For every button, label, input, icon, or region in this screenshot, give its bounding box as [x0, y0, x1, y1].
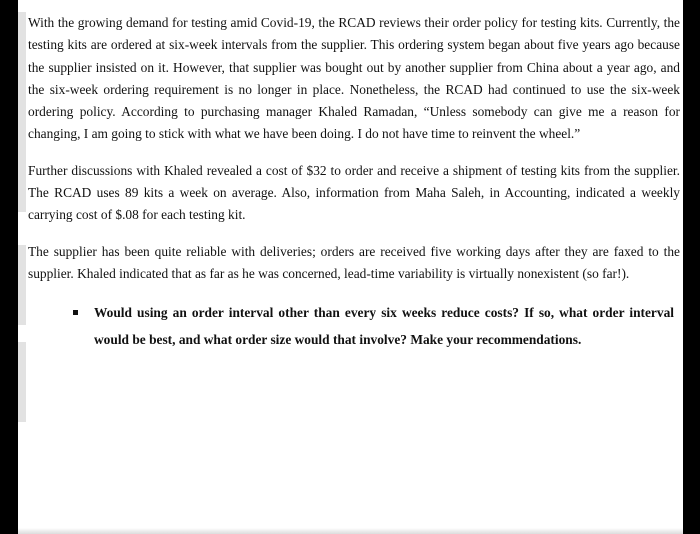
- list-item: [28, 299, 680, 353]
- paragraph-order-policy: With the growing demand for testing amid Covid-19, the RCAD reviews their order policy for testing kits. Currently, the testing kits are ordered at six-week intervals from the supplier. This ordering system began about five years ago because the supplier insisted on it. However, that supplier was bought out by another supplier from China about a year ago, and the six-week ordering requirement is no longer in place. Nonetheless, the RCAD had continued to use the six-week ordering policy. According to purchasing manager Khaled Ramadan, “Unless somebody can give me a reason for changing, I am going to stick with what we have been doing. I do not have time to reinvent the wheel.”: [28, 15, 680, 142]
- document-page: [18, 0, 683, 534]
- page-bottom-edge: [18, 528, 683, 534]
- bullet-icon: [73, 310, 78, 315]
- paragraph-supplier-reliability: The supplier has been quite reliable with deliveries; orders are received five working days after they are faxed to the supplier. Khaled indicated that as far as he was concerned, lead-time variability is virtually nonexistent (so far!).: [28, 243, 680, 281]
- left-margin-highlight: [18, 342, 26, 422]
- question-list: [28, 299, 680, 353]
- left-margin-highlight: [18, 12, 26, 212]
- question-text: Would using an order interval other than every six weeks reduce costs? If so, what order interval would be best, and what order size would that involve? Make your recommendations.: [94, 305, 674, 348]
- paragraph-costs: Further discussions with Khaled revealed a cost of $32 to order and receive a shipment of testing kits from the supplier. The RCAD uses 89 kits a week on average. Also, information from Maha Saleh, in Accounting, indicated a weekly carrying cost of $.08 for each testing kit.: [28, 162, 680, 223]
- left-margin-highlight: [18, 245, 26, 325]
- document-body: [28, 12, 680, 353]
